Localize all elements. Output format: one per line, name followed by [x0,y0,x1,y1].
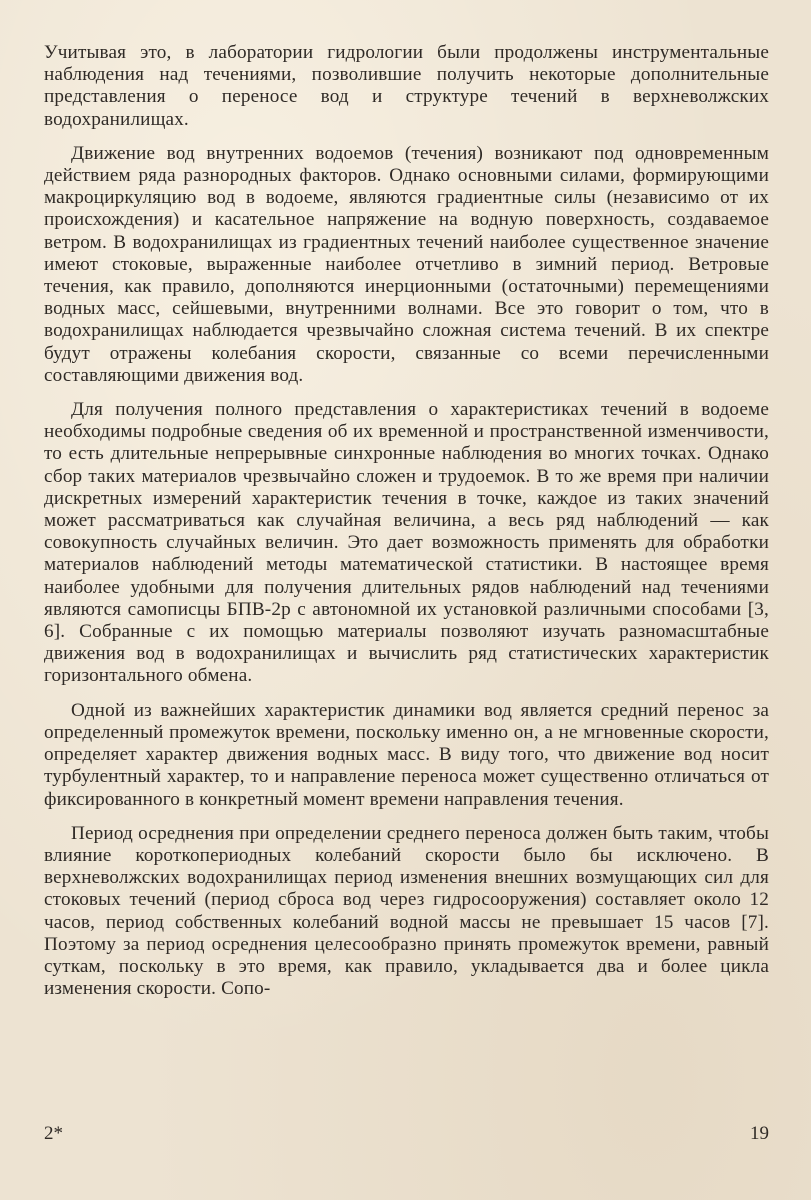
paragraph-2: Движение вод внутренних водоемов (течения) возникают под одновременным действием ряда разнородных факторов. Однако основными силами, формирующими макроциркуляцию вод в водоеме, являются градиентные силы (независимо от их происхождения) и касательное напряжение на водную поверхность, создаваемое ветром. В водохранилищах из градиентных течений наиболее существенное значение имеют стоковые, выраженные наиболее отчетливо в зимний период. Ветровые течения, как правило, дополняются инерционными (остаточными) перемещениями водных масс, сейшевыми, внутренними волнами. Все это говорит о том, что в водохранилищах наблюдается чрезвычайно сложная система течений. В их спектре будут отражены колебания скорости, связанные со всеми перечисленными составляющими движения вод. [44,142,769,386]
paragraph-5: Период осреднения при определении среднего переноса должен быть таким, чтобы влияние короткопериодных колебаний скорости было бы исключено. В верхневолжских водохранилищах период изменения внешних возмущающих сил для стоковых течений (период сброса вод через гидросооружения) составляет около 12 часов, период собственных колебаний водной массы не превышает 15 часов [7]. Поэтому за период осреднения целесообразно принять промежуток времени, равный суткам, поскольку в это время, как правило, укладывается два и более цикла изменения скорости. Сопо- [44,822,769,1000]
paragraph-4: Одной из важнейших характеристик динамики вод является средний перенос за определенный промежуток времени, поскольку именно он, а не мгновенные скорости, определяет характер движения водных масс. В виду того, что движение вод носит турбулентный характер, то и направление переноса может существенно отличаться от фиксированного в конкретный момент времени направления течения. [44,699,769,810]
paragraph-1: Учитывая это, в лаборатории гидрологии были продолжены инструментальные наблюдения над течениями, позволившие получить некоторые дополнительные представления о переносе вод и структуре течений в верхневолжских водохранилищах. [44,42,769,130]
body-text [44,42,769,1012]
paragraph-3: Для получения полного представления о характеристиках течений в водоеме необходимы подробные сведения об их временной и пространственной изменчивости, то есть длительные непрерывные синхронные наблюдения во многих точках. Однако сбор таких материалов чрезвычайно сложен и трудоемок. В то же время при наличии дискретных измерений характеристик течения в точке, каждое из таких значений может рассматриваться как случайная величина, а весь ряд наблюдений — как совокупность случайных величин. Это дает возможность применять для обработки материалов наблюдений методы математической статистики. В настоящее время наиболее удобными для получения длительных рядов наблюдений над течениями являются самописцы БПВ-2р с автономной их установкой различными способами [3, 6]. Собранные с их помощью материалы позволяют изучать разномасштабные движения вод в водохранилищах и вычислить ряд статистических характеристик горизонтального обмена. [44,399,769,687]
signature-mark: 2* [44,1123,63,1144]
page-footer [44,1123,769,1149]
page-number: 19 [750,1123,769,1144]
